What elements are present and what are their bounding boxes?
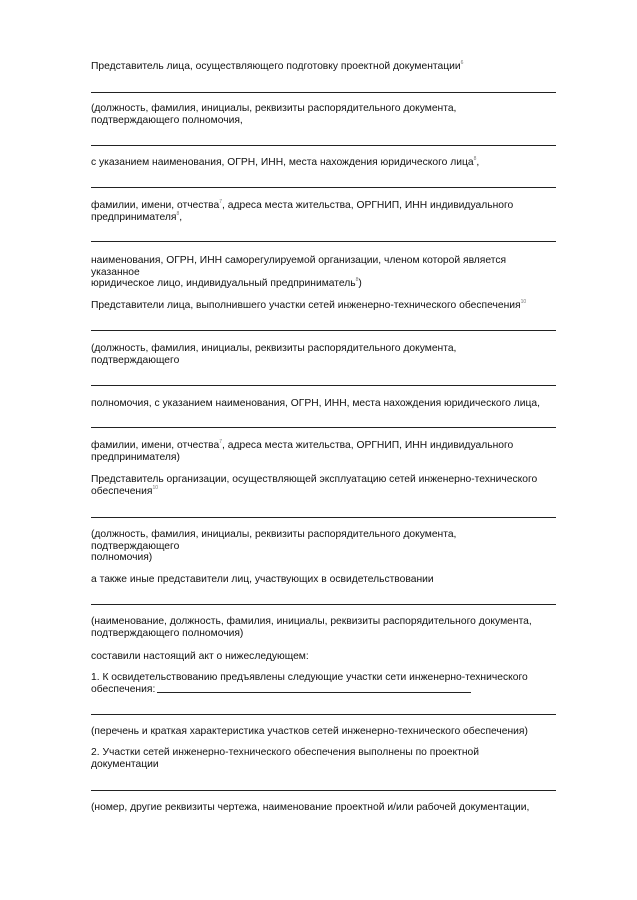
preparer-details-line[interactable] [91, 145, 556, 146]
other-representatives-hint: (наименование, должность, фамилия, инициалы, реквизиты распорядительного документа, подтверждающего полномочия) [91, 616, 532, 639]
contractor-details-line[interactable] [91, 385, 556, 386]
item-2-line[interactable] [91, 790, 556, 791]
preparer-position-hint: (должность, фамилия, инициалы, реквизиты распорядительного документа, подтверждающего полномочия, [91, 103, 457, 126]
item-1-line[interactable] [91, 714, 556, 715]
preparer-representative-line[interactable] [91, 92, 556, 93]
operator-position-hint: (должность, фамилия, инициалы, реквизиты распорядительного документа, подтверждающего полномочия) [91, 529, 457, 564]
sro-hint: наименования, ОГРН, ИНН саморегулируемой организации, членом которой является указанное юридическое лицо, индивидуальный предприниматель$^8$) [91, 255, 507, 290]
other-representatives-line[interactable] [91, 604, 556, 605]
entrepreneur-hint: фамилии, имени, отчества$^7$, адреса места жительства, ОРГНИП, ИНН индивидуального предпринимателя$^8$, [91, 199, 514, 223]
item-1-hint: (перечень и краткая характеристика участков сетей инженерно-технического обеспечения) [91, 726, 528, 737]
item-2-text: 2. Участки сетей инженерно-технического обеспечения выполнены по проектной документации [91, 747, 480, 770]
contractor-representatives-label: Представители лица, выполнившего участки сетей инженерно-технического обеспечения$^{10}$ [91, 299, 527, 311]
contractor-legal-line[interactable] [91, 427, 556, 428]
operator-representative-label: Представитель организации, осуществляющей эксплуатацию сетей инженерно-технического обеспечения$^{10}$ [91, 474, 538, 497]
act-statement: составили настоящий акт о нижеследующем: [91, 651, 309, 662]
contractor-legal-hint: полномочия, с указанием наименования, ОГРН, ИНН, места нахождения юридического лица, [91, 398, 540, 409]
sro-line[interactable] [91, 241, 556, 242]
contractor-position-hint: (должность, фамилия, инициалы, реквизиты распорядительного документа, подтверждающего [91, 343, 457, 366]
operator-representative-line[interactable] [91, 517, 556, 518]
item-1-text: 1. К освидетельствованию предъявлены следующие участки сети инженерно-технического обеспечения: [91, 672, 528, 695]
item-1-inline-line[interactable] [157, 684, 471, 693]
contractor-entrepreneur-hint: фамилии, имени, отчества$^7$, адреса места жительства, ОРГНИП, ИНН индивидуального предпринимателя) [91, 439, 514, 463]
contractor-representatives-line[interactable] [91, 330, 556, 331]
preparer-representative-label: Представитель лица, осуществляющего подготовку проектной документации$^6$ [91, 60, 464, 72]
legal-entity-hint: с указанием наименования, ОГРН, ИНН, места нахождения юридического лица$^8$, [91, 156, 480, 168]
other-representatives-label: а также иные представители лиц, участвующих в освидетельствовании [91, 574, 434, 585]
legal-entity-line[interactable] [91, 187, 556, 188]
item-2-hint: (номер, другие реквизиты чертежа, наименование проектной и/или рабочей документации, [91, 802, 530, 813]
